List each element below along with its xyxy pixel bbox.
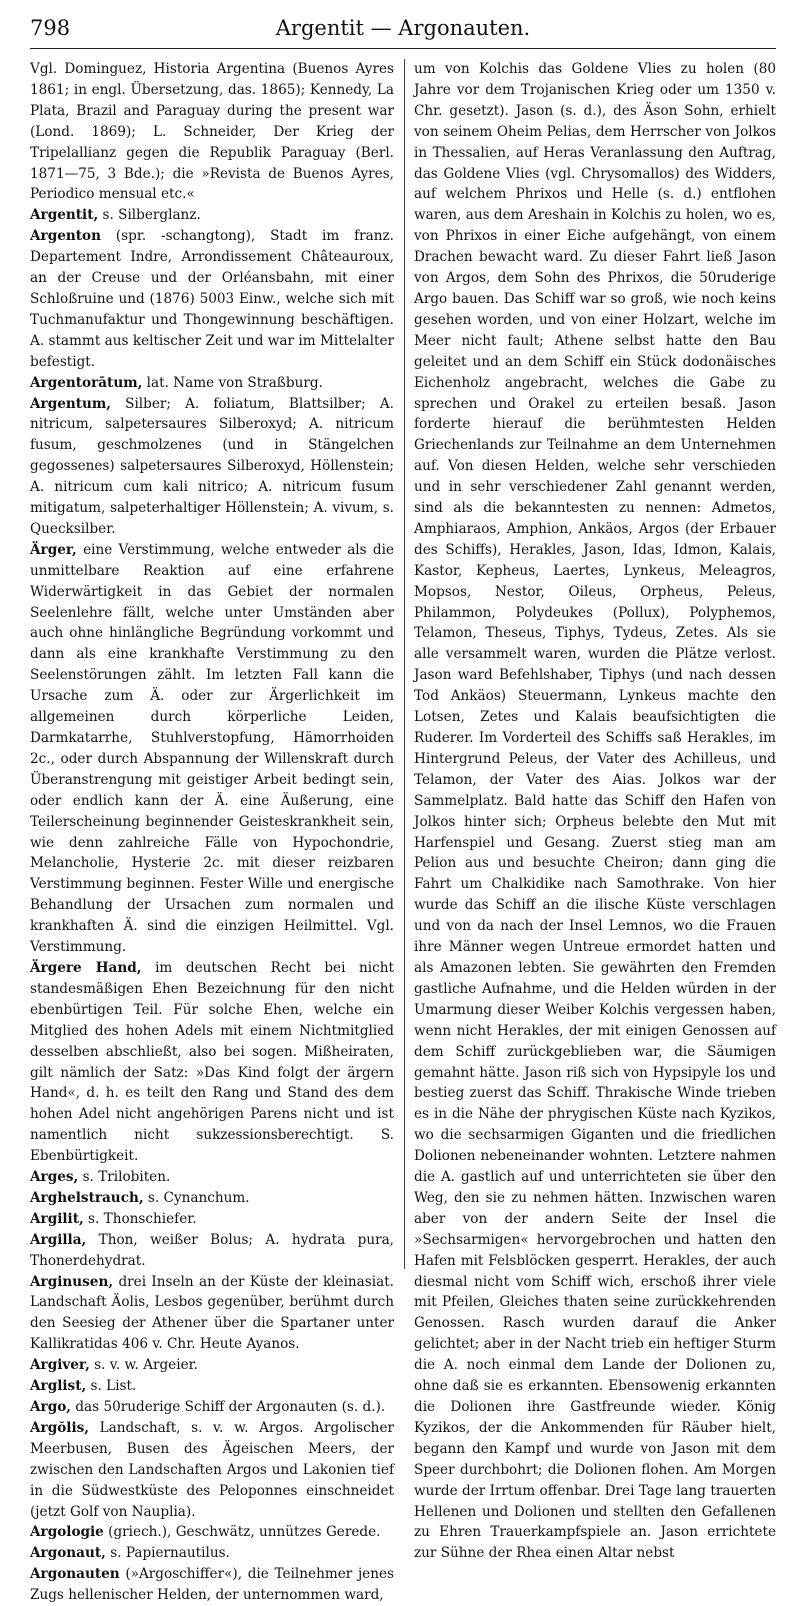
dictionary-entry [30, 1355, 394, 1376]
entry-text: Silber; A. foliatum, Blattsilber; A. nitricum, salpetersaures Silberoxyd; A. nitricum fusum, geschmolzenes (und in Stängelchen gegossenes) salpetersaures Silberoxyd, Höllenstein; A. nitricum cum kali nitrico; A. nitricum fusum mitigatum, salpeterhaltiger Höllenstein; A. vivum, s. Quecksilber. [30, 395, 394, 537]
dictionary-entry [30, 1376, 394, 1397]
entry-headword: Argilit, [30, 1210, 84, 1227]
text-columns [30, 59, 776, 1604]
dictionary-entry [30, 59, 394, 205]
entry-text: s. Trilobiten. [82, 1169, 171, 1186]
dictionary-entry [30, 1209, 394, 1230]
entry-text: das 50ruderige Schiff der Argonauten (s. d.). [75, 1399, 386, 1415]
dictionary-entry [30, 205, 394, 226]
entry-text: s. Cynanchum. [147, 1189, 250, 1206]
entry-text: s. Papiernautilus. [110, 1545, 230, 1562]
entry-text: drei Inseln an der Küste der kleinasiat. Landschaft Äolis, Lesbos gegenüber, berühmt durch den Seesieg der Athener über die Spartaner unter Kallikratidas 406 v. Chr. Heute Ayanos. [30, 1273, 394, 1353]
dictionary-entry [30, 1522, 394, 1543]
dictionary-entry [30, 1188, 394, 1209]
page-title: Argentit — Argonauten. [275, 16, 531, 40]
dictionary-entry [30, 1167, 394, 1188]
entry-text: lat. Name von Straßburg. [146, 374, 323, 391]
entry-headword: Argonauten [30, 1566, 120, 1583]
dictionary-entry [30, 1397, 394, 1418]
entry-text: s. v. w. Argeier. [94, 1357, 198, 1374]
entry-headword: Arghelstrauch, [30, 1189, 144, 1206]
dictionary-entry [30, 1418, 394, 1523]
page-number: 798 [30, 16, 71, 40]
dictionary-entry [30, 394, 394, 540]
entry-headword: Arginusen, [30, 1273, 114, 1290]
entry-text: s. Silberglanz. [102, 207, 201, 224]
dictionary-entry [30, 958, 394, 1167]
entry-text: s. Thonschiefer. [88, 1210, 197, 1227]
entry-headword: Ärgere Hand, [30, 959, 142, 976]
entry-headword: Argŏlis, [30, 1419, 89, 1436]
entry-text: Thon, weißer Bolus; A. hydrata pura, Thonerdehydrat. [30, 1231, 395, 1269]
entry-headword: Argonaut, [30, 1545, 106, 1562]
entry-text: s. List. [90, 1378, 137, 1395]
entry-text: (griech.), Geschwätz, unnützes Gerede. [108, 1524, 381, 1541]
left-column [30, 59, 395, 1604]
entry-headword: Argilla, [30, 1231, 87, 1248]
entry-text: im deutschen Recht bei nicht standesmäßigen Ehen Bezeichnung für den nicht ebenbürtigen Teil. Für solche Ehen, welche ein Mitglied des hohen Adels mit einem Nichtmitglied desselben abschließt, also bei sogen. Mißheiraten, gilt nämlich der Satz: »Das Kind folgt der ärgern Hand«, d. h. es teilt den Rang und Stand des dem hohen Adel nicht angehörigen Parens nicht und ist namentlich nicht sukzessionsberechtigt. S. Ebenbürtigkeit. [30, 959, 394, 1165]
entry-text: (»Argoschiffer«), die Teilnehmer jenes Zugs hellenischer Helden, der unternommen ward, [30, 1566, 394, 1604]
page-header [30, 14, 776, 49]
entry-headword: Argentorātum, [30, 374, 143, 391]
entry-text: eine Verstimmung, welche entweder als die unmittelbare Reaktion auf eine erfahrene Widerwärtigkeit in das Gebiet der normalen Seelenlehre fällt, welche unter Umständen aber auch ohne hinlängliche Begründung vorkommt und dann als eine krankhafte Verstimmung zu den Seelenstörungen zählt. Im letzten Fall kann die Ursache zum Ä. oder zur Ärgerlichkeit im allgemeinen durch körperliche Leiden, Darmkatarrhe, Stuhlverstopfung, Hämorrhoiden 2c., oder durch Abspannung der Willenskraft durch Überanstrengung mit geistiger Arbeit bedingt sein, oder endlich kann der Ä. eine Äußerung, eine Teilerscheinung beginnender Geisteskrankheit sein, wie denn zahlreiche Fälle von Hypochondrie, Melancholie, Hysterie 2c. mit dieser reizbaren Verstimmung beginnen. Fester Wille und energische Behandlung der Ursachen zum normalen und krankhaften Ä. sind die einzigen Heilmittel. Vgl. Verstimmung. [30, 541, 394, 956]
entry-headword: Argiver, [30, 1357, 90, 1374]
entry-headword: Argologie [30, 1524, 104, 1541]
right-column-text: um von Kolchis das Goldene Vlies zu holen (80 Jahre vor dem Trojanischen Krieg oder um 1350 v. Chr. gesetzt). Jason (s. d.), des Äson Sohn, erhielt von seinem Oheim Pelias, dem Herrscher von Jolkos in Thessalien, auf Heras Veranlassung den Auftrag, das Goldene Vlies (vgl. Chrysomallos) des Widders, auf welchem Phrixos und Helle (s. d.) entflohen waren, aus dem Areshain in Kolchis zu holen, wo es, von Phrixos in einer Eiche aufgehängt, von einem Drachen bewacht ward. Zu dieser Fahrt ließ Jason von Argos, dem Sohn des Phrixos, die 50ruderige Argo bauen. Das Schiff war so groß, wie noch keins gesehen worden, und von einer Holzart, welche im Meer nicht fault; Athene selbst hatte den Bau geleitet und an dem Schiff ein Stück dodonäisches Eichenholz angebracht, welches die Gabe zu sprechen und Orakel zu erteilen besaß. Jason forderte hierauf die berühmtesten Helden Griechenlands zur Teilnahme an dem Unternehmen auf. Von diesen Helden, welche sehr verschieden und in sehr verschiedener Zahl genannt werden, sind als die bekanntesten zu nennen: Admetos, Amphiaraos, Amphion, Ankäos, Argos (der Erbauer des Schiffs), Herakles, Jason, Idas, Idmon, Kalais, Kastor, Kepheus, Laertes, Lynkeus, Meleagros, Mopsos, Nestor, Oileus, Orpheus, Peleus, Philammon, Polydeukes (Pollux), Polyphemos, Telamon, Theseus, Tiphys, Tydeus, Zetes. Als sie alle versammelt waren, wurden die Plätze verlost. Jason ward Befehlshaber, Tiphys (und nach dessen Tod Ankäos) Steuermann, Lynkeus machte den Lotsen, Zetes und Kalais beaufsichtigten die Ruderer. Im Vorderteil des Schiffs saß Herakles, im Hintergrund Peleus, der Vater des Achilleus, und Telamon, der Vater des Aias. Jolkos war der Sammelplatz. Bald hatte das Schiff den Hafen von Jolkos hinter sich; Orpheus belebte den Mut mit Harfenspiel und Gesang. Zuerst stieg man am Pelion aus und besuchte Cheiron; dann ging die Fahrt um Chalkidike nach Samothrake. Von hier wurde das Schiff an die ilische Küste verschlagen und von da nach der Insel Lemnos, wo die Frauen ihre Männer wegen Untreue ermordet hatten und als Amazonen lebten. Sie gewährten den Fremden gastliche Aufnahme, und die Helden würden in der Umarmung dieser Weiber Kolchis vergessen haben, wenn nicht Herakles, der mit einigen Genossen auf dem Schiff zurückgeblieben war, die Säumigen gemahnt hätte. Jason riß sich von Hypsipyle los und bestieg zuerst das Schiff. Thrakische Winde trieben es in die Nähe der phrygischen Küste nach Kyzikos, wo die sechsarmigen Giganten und die friedlichen Dolionen nebeneinander wohnten. Letztere nahmen die A. gastlich auf und unterrichteten sie über den Weg, den sie zu nehmen hätten. Inzwischen waren aber von der andern Seite der Insel die »Sechsarmigen« hervorgebrochen und hatten den Hafen mit Felsblöcken gesperrt. Herakles, der auch diesmal nicht vom Schiff wich, erschoß ihrer viele mit Pfeilen, Gleiches thaten seine zurückkehrenden Genossen. Rasch wurden darauf die Anker gelichtet; aber in der Nacht trieb ein heftiger Sturm die A. noch einmal dem Lande der Dolionen zu, ohne daß sie es erkannten. Ebensowenig erkannten die Dolionen ihre Gastfreunde wieder. König Kyzikos, der die Ankommenden für Räuber hielt, begann den Kampf und wurde von Jason mit dem Speer durchbohrt; die Dolionen flohen. Am Morgen wurde der Irrtum offenbar. Drei Tage lang trauerten Hellenen und Dolionen und stellten den Gefallenen zu Ehren Trauerkampfspiele an. Jason errichtete zur Sühne der Rhea einen Altar nebst [414, 61, 776, 1562]
entry-headword: Ärger, [30, 541, 77, 558]
dictionary-entry [30, 1230, 394, 1272]
dictionary-entry [30, 226, 394, 372]
entry-headword: Arges, [30, 1169, 79, 1186]
dictionary-entry [30, 1564, 394, 1606]
entry-headword: Arglist, [30, 1378, 87, 1395]
entry-text: Vgl. Dominguez, Historia Argentina (Buenos Ayres 1861; in engl. Übersetzung, das. 1865); Kennedy, La Plata, Brazil and Paraguay during the present war (Lond. 1869); L. Schneider, Der Krieg der Tripelallianz gegen die Republik Paraguay (Berl. 1871—75, 3 Bde.); die »Revista de Buenos Ayres, Periodico mensual etc.« [30, 61, 394, 203]
entry-headword: Argentit, [30, 207, 99, 224]
dictionary-entry [30, 1272, 394, 1356]
entry-text: (spr. -schangtong), Stadt im franz. Departement Indre, Arrondissement Châteauroux, an der Creuse und der Orléansbahn, mit einer Schloßruine und (1876) 5003 Einw., welche sich mit Tuchmanufaktur und Thongewinnung beschäftigen. A. stammt aus keltischer Zeit und war im Mittelalter befestigt. [30, 228, 394, 370]
entry-headword: Argenton [30, 228, 101, 245]
entry-headword: Argentum, [30, 395, 112, 412]
column-divider [404, 59, 405, 1269]
dictionary-entry [30, 540, 394, 958]
dictionary-entry [30, 1543, 394, 1564]
dictionary-entry [30, 373, 394, 394]
right-column [414, 59, 776, 1562]
entry-headword: Argo, [30, 1399, 72, 1415]
entry-text: Landschaft, s. v. w. Argos. Argolischer Meerbusen, Busen des Ägeischen Meers, der zwischen den Landschaften Argos und Lakonien tief in die Südwestküste des Peloponnes einschneidet (jetzt Golf von Nauplia). [30, 1419, 394, 1520]
